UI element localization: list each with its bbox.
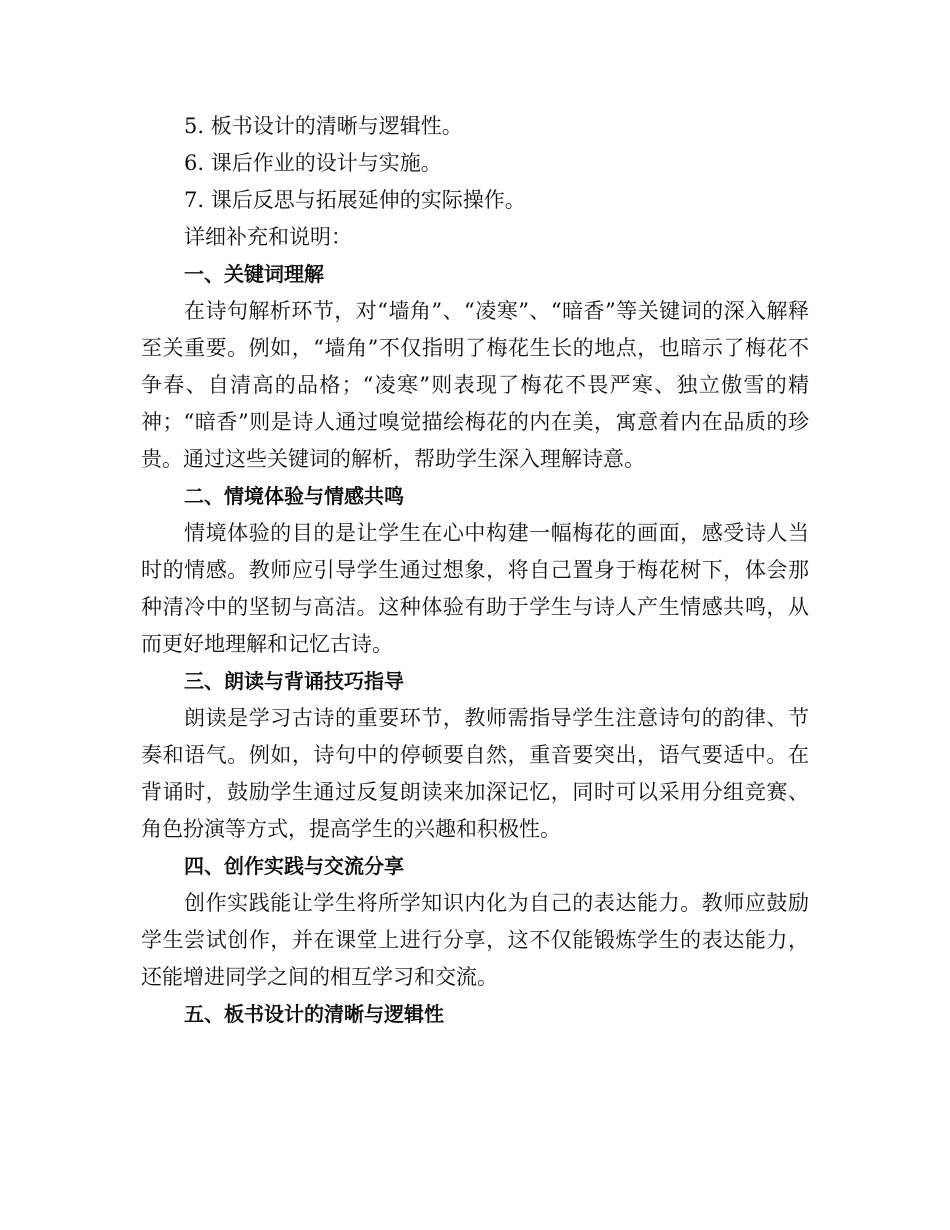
section-heading: 五、板书设计的清晰与逻辑性 (184, 1002, 444, 1026)
section-heading: 一、关键词理解 (184, 262, 324, 286)
section-paragraph: 情境体验的目的是让学生在心中构建一幅梅花的画面，感受诗人当时的情感。教师应引导学生通过想象，将自己置身于梅花树下，体会那种清冷中的坚韧与高洁。这种体验有助于学生与诗人产生情感共鸣，从而更好地理解和记忆古诗。 (141, 521, 809, 656)
document-body (141, 108, 809, 1033)
list-item: 6. 课后作业的设计与实施。 (184, 151, 442, 175)
section-paragraph: 朗读是学习古诗的重要环节，教师需指导学生注意诗句的韵律、节奏和语气。例如，诗句中的停顿要自然，重音要突出，语气要适中。在背诵时，鼓励学生通过反复朗读来加深记忆，同时可以采用分组竞赛、角色扮演等方式，提高学生的兴趣和积极性。 (141, 706, 809, 841)
section-paragraph: 创作实践能让学生将所学知识内化为自己的表达能力。教师应鼓励学生尝试创作，并在课堂上进行分享，这不仅能锻炼学生的表达能力，还能增进同学之间的相互学习和交流。 (141, 891, 809, 989)
section-heading: 四、创作实践与交流分享 (184, 854, 404, 878)
intro-line: 详细补充和说明： (184, 225, 352, 249)
list-item: 5. 板书设计的清晰与逻辑性。 (184, 114, 463, 138)
section-heading: 三、朗读与背诵技巧指导 (184, 669, 404, 693)
section-heading: 二、情境体验与情感共鸣 (184, 484, 404, 508)
section-paragraph: 在诗句解析环节，对“墙角”、“凌寒”、“暗香”等关键词的深入解释至关重要。例如，“墙角”不仅指明了梅花生长的地点，也暗示了梅花不争春、自清高的品格；“凌寒”则表现了梅花不畏严寒、独立傲雪的精神；“暗香”则是诗人通过嗅觉描绘梅花的内在美，寓意着内在品质的珍贵。通过这些关键词的解析，帮助学生深入理解诗意。 (141, 299, 809, 471)
list-item: 7. 课后反思与拓展延伸的实际操作。 (184, 188, 526, 212)
